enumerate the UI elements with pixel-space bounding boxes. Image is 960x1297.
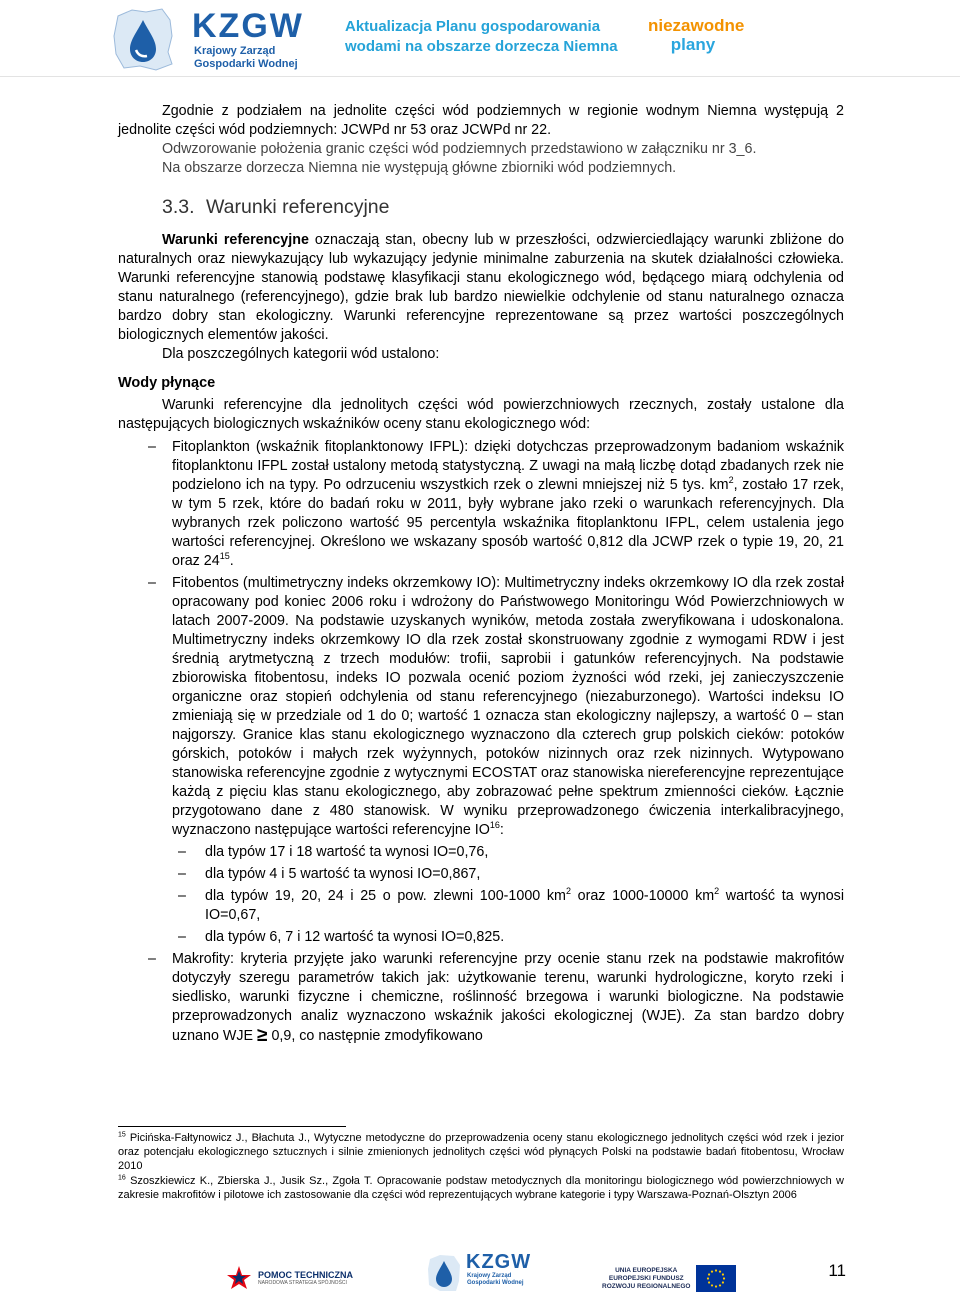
eu-line2: EUROPEJSKI FUNDUSZ	[608, 1274, 684, 1282]
footer-kzgw-subtitle	[467, 1273, 524, 1287]
niezawodne-plany-line2: plany	[670, 35, 716, 54]
intro-paragraph-3: Na obszarze dorzecza Niemna nie występują główne zbiorniki wód podziemnych.	[162, 160, 677, 176]
footnote-number: 15	[118, 1131, 126, 1139]
footer-kzgw-name: KZGW	[466, 1251, 532, 1273]
eu-line1: UNIA EUROPEJSKA	[615, 1266, 678, 1274]
io-value-text: dla typów 4 i 5 wartość ta wynosi IO=0,867,	[205, 866, 481, 882]
kzgw-logo	[110, 4, 320, 74]
wody-plynace-heading: Wody płynące	[118, 375, 216, 391]
pomoc-techniczna-logo	[226, 1265, 353, 1291]
indicator-list	[148, 438, 845, 1046]
io-value-text: dla typów 6, 7 i 12 wartość ta wynosi IO=0,825.	[205, 929, 505, 945]
intro-paragraph-1: Zgodnie z podziałem na jednolite części wód podziemnych w regionie wodnym Niemna występują 2 jednolite części wód podziemnych: JCWPd nr 53 oraz JCWPd nr 22.	[118, 103, 844, 138]
greater-equal-symbol: ≥	[257, 1025, 268, 1046]
dash-bullet: –	[178, 866, 186, 882]
water-drop-icon	[426, 1253, 462, 1293]
eu-star	[711, 1270, 713, 1272]
fitoplankton-end: .	[229, 553, 234, 569]
kzgw-logo-subtitle-line2: Gospodarki Wodnej	[194, 58, 298, 70]
niezawodne-plany-line1: niezawodne	[648, 16, 745, 35]
list-item-fitobentos	[148, 574, 845, 947]
list-item-makrofity	[148, 950, 844, 1046]
fitobentos-end: :	[499, 822, 504, 838]
makrofity-text-cont: 0,9, co następnie zmodyfikowano	[271, 1028, 483, 1044]
footnote-text: Picińska-Fałtynowicz J., Błachuta J., Wytyczne metodyczne do przeprowadzenia oceny stanu ekologicznego jednolitych części wód rzek i jezior oraz potencjału ekologicznego sztucznych i silnie zmienionych jednolitych części wód płynących Polski na podstawie badań fitobentosu, Wrocław 2010	[118, 1132, 844, 1172]
header-title-line2: wodami na obszarze dorzecza Niemna	[345, 38, 618, 55]
eu-star	[707, 1277, 709, 1279]
header-divider	[0, 76, 960, 77]
dash-bullet: –	[178, 929, 186, 945]
dash-bullet: –	[148, 951, 156, 967]
eu-star	[719, 1284, 721, 1286]
io-value-text: oraz 1000-10000 km	[570, 888, 715, 904]
footnote-16	[118, 1174, 844, 1202]
eu-star	[711, 1284, 713, 1286]
section-heading	[162, 198, 844, 217]
kzgw-logo-subtitle-line1: Krajowy Zarząd	[194, 45, 276, 57]
eu-star	[715, 1269, 717, 1271]
fitobentos-text: Fitobentos (multimetryczny indeks okrzemkowy IO): Multimetryczny indeks okrzemkowy IO dla rzek został opracowany pod koniec 2006 roku i wdrożony do Państwowego Monitoringu Wód Powierzchniowych w latach 2007-2009. Na podstawie uzyskanych wyników, metoda została zweryfikowana i udoskonalona. Multimetryczny indeks okrzemkowy IO dla rzek został skonstruowany zgodnie z wymogami RDW i jest średnią arytmetyczną z trzech modułów: trofii, saprobii i gatunków referencyjnych. Na podstawie zbiorowiska fitobentosu, indeks IO pozwala ocenić poziom żyzności wód rzeki, jej zanieczyszczenie organiczne oraz stopień odchylenia od stanu referencyjnego (niezaburzonego). Wartości indeksu IO zmieniają się w przedziale od 1 do 0; wartość 1 oznacza stan ekologiczny najlepszy, a wartość 0 – stan najgorszy. Granice klas stanu ekologicznego wyznaczono dla czterech grup polskich cieków: potoków górskich, potoków i małych rzek wyżynnych, potoków nizinnych oraz rzek nizinnych. Wytypowano stanowiska referencyjne zgodnie z wytycznymi ECOSTAT oraz stanowiska niereferencyjne reprezentujące każdą z pięciu klas stanu ekologicznego, aby zobrazować pełne spektrum zmienności cieków. Łącznie przygotowano dane z 480 stanowisk. W wyniku przeprowadzonego ćwiczenia interkalibracyjnego, wyznaczono następujące wartości referencyjne IO	[172, 575, 844, 838]
dash-bullet: –	[148, 575, 156, 591]
header-title	[345, 17, 645, 57]
document-body	[118, 102, 844, 1049]
pomoc-techniczna-subtitle: NARODOWA STRATEGIA SPÓJNOŚCI	[258, 1280, 347, 1286]
io-value-item	[172, 843, 844, 862]
io-value-text: dla typów 17 i 18 wartość ta wynosi IO=0,76,	[205, 844, 489, 860]
categories-intro: Dla poszczególnych kategorii wód ustalono:	[162, 346, 440, 362]
io-value-item	[172, 928, 844, 947]
footer-kzgw-sub-line2: Gospodarki Wodnej	[467, 1280, 524, 1286]
poland-water-drop-icon	[110, 6, 176, 72]
intro-paragraph-2: Odwzorowanie położenia granic części wód podziemnych przedstawiono w załączniku nr 3_6.	[162, 141, 757, 157]
km2-superscript: 2	[565, 886, 571, 897]
footnote-separator	[118, 1126, 346, 1127]
io-value-text: dla typów 19, 20, 24 i 25 o pow. zlewni 100-1000 km	[205, 888, 566, 904]
io-value-text: wartość ta wynosi IO=0,67,	[205, 888, 845, 923]
eu-star	[723, 1277, 725, 1279]
footnote-number: 16	[118, 1174, 126, 1182]
footer-kzgw-sub-line1: Krajowy Zarząd	[467, 1273, 512, 1279]
footnotes	[118, 1131, 844, 1203]
eu-star	[722, 1281, 724, 1283]
footer-kzgw-logo	[426, 1251, 532, 1297]
km2-superscript: 2	[728, 475, 734, 486]
io-value-item	[172, 887, 844, 925]
eu-star	[708, 1281, 710, 1283]
kzgw-logo-name: KZGW	[192, 7, 304, 45]
km2-superscript: 2	[714, 886, 720, 897]
dash-bullet: –	[178, 844, 186, 860]
eu-line3: ROZWOJU REGIONALNEGO	[602, 1282, 691, 1290]
definition-term: Warunki referencyjne	[162, 232, 309, 248]
footnote-ref-16[interactable]: 16	[489, 820, 500, 831]
fitoplankton-text: Fitoplankton (wskaźnik fitoplanktonowy IFPL): dzięki dotychczas przeprowadzonym badaniom wskaźnik fitoplanktonu IFPL został ustalony metodą statystyczną. Z uwagi na małą liczbę dotąd zbadanych rzek nie podzielono ich na typy. Po odrzuceniu wszystkich rzek o zlewni mniejszej niż 5 tys. km	[172, 439, 844, 493]
page-header	[0, 0, 960, 78]
footnote-text: Szoszkiewicz K., Zbierska J., Jusik Sz., Zgoła T. Opracowanie podstaw metodycznych dla monitoringu biologicznego wód powierzchniowych w zakresie makrofitów i pilotowe ich zastosowanie dla części wód reprezentujących wybrane kategorie i typy Warszawa-Poznań-Olsztyn 2006	[118, 1175, 844, 1201]
footnote-ref-15[interactable]: 15	[219, 551, 230, 562]
header-title-line1: Aktualizacja Planu gospodarowania	[345, 18, 601, 35]
definition-text: oznaczają stan, obecny lub w przeszłości, odzwierciedlający warunki zbliżone do naturalnych oraz niewykazujący lub wykazujący jedynie minimalne zaburzenia na skutek działalności człowieka.	[118, 232, 844, 267]
footnote-15	[118, 1131, 844, 1173]
eu-star	[715, 1285, 717, 1287]
eu-text	[602, 1267, 690, 1291]
section-number: 3.3.	[162, 196, 195, 218]
fitoplankton-text-cont: , zostało 17 rzek, w tym 5 rzek, które do badań roku w 2011, były wybrane jako rzeki o warunkach referencyjnych. Dla wybranych rzek policzono wartość 95 percentyla wskaźnika fitoplanktonu IFPL, celem ustalenia jego wartości referencyjnej. Określono we wskazany sposób wartość 0,812 dla JCWP rzek o typie 19, 20, 21 oraz 24	[172, 477, 844, 569]
dash-bullet: –	[178, 888, 186, 904]
dash-bullet: –	[148, 439, 156, 455]
wody-plynace-intro: Warunki referencyjne dla jednolitych części wód powierzchniowych rzecznych, zostały ustalone dla następujących biologicznych wskaźników oceny stanu ekologicznego wód:	[118, 397, 844, 432]
eu-flag-icon	[696, 1265, 736, 1292]
page-number: 11	[828, 1261, 846, 1280]
kzgw-logo-subtitle	[194, 45, 298, 71]
section-title: Warunki referencyjne	[205, 196, 390, 218]
io-values-list	[172, 843, 844, 947]
makrofity-text: Makrofity: kryteria przyjęte jako warunki referencyjne przy ocenie stanu rzek na podstawie makrofitów dotyczyły szeregu parametrów takich jak: użytkowanie terenu, warunki hydrologiczne, koryto rzeki i siedlisko, warunki fizyczne i chemiczne, roślinność brzegowa i warunki biologiczne. Na podstawie przeprowadzonych analiz wyznaczono wskaźnik jakości ekologicznej (WJE). Za stan bardzo dobry uznano WJE	[172, 951, 844, 1044]
pomoc-techniczna-title: POMOC TECHNICZNA	[258, 1270, 353, 1280]
io-value-item	[172, 865, 844, 884]
niezawodne-plany-logo	[648, 16, 745, 54]
definition-continuation: Warunki referencyjne stanowią podstawę klasyfikacji stanu ekologicznego wód, będącego miarą odchylenia od stanu naturalnego (referencyjnego), gdzie brak lub bardzo niewielkie odchylenie od stanu naturalnego oznacza bardzo dobry stan ekologiczny. Warunki referencyjne reprezentowane są przez wartości poszczególnych biologicznych elementów jakości.	[118, 270, 844, 343]
definition-paragraph	[118, 231, 844, 345]
list-item-fitoplankton	[148, 438, 844, 571]
eu-star	[708, 1273, 710, 1275]
pomoc-techniczna-star-icon	[226, 1265, 252, 1291]
eu-star	[719, 1270, 721, 1272]
eu-star	[722, 1273, 724, 1275]
eu-logo	[602, 1265, 736, 1292]
